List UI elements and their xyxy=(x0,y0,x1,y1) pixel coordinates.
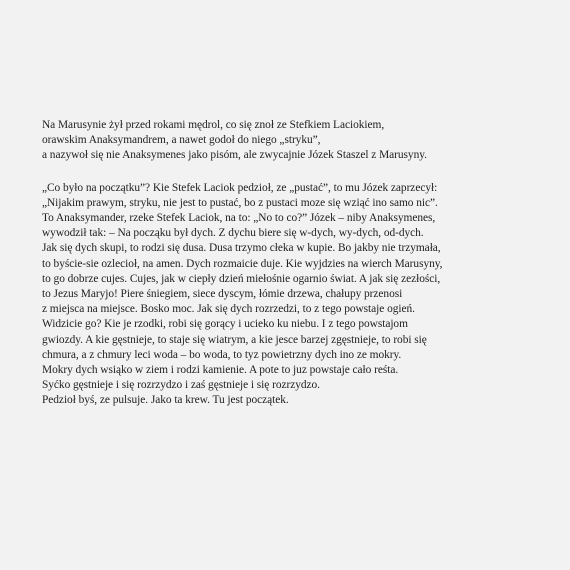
text-line: to go dobrze cujes. Cujes, jak w ciepły dzień miełośnie ogarnio świat. A jak się zezłości, xyxy=(42,272,441,285)
text-line: Mokry dych wsiąko w ziem i rodzi kamienie. A pote to juz powstaje cało reśta. xyxy=(42,364,399,377)
text-line: wywodził tak: – Na począku był dych. Z dychu biere się w-dych, wy-dych, od-dych. xyxy=(42,227,424,240)
text-line: a nazywoł się nie Anaksymenes jako pisóm, ale zwycajnie Józek Staszel z Marusyny. xyxy=(42,149,427,162)
text-line: „Co było na początku”? Kie Stefek Laciok pedzioł, ze „pustać”, to mu Józek zaprzecył: xyxy=(42,181,438,194)
text-line: Syćko gęstnieje i się rozrzydzo i zaś gęstnieje i się rozrzydzo. xyxy=(42,379,320,392)
text-line: to Jezus Maryjo! Piere śniegiem, siece dyscym, łómie drzewa, chałupy przenosi xyxy=(42,288,403,301)
text-line: To Anaksymander, rzeke Stefek Laciok, na to: „No to co?” Józek – niby Anaksymenes, xyxy=(42,212,436,225)
poem-text xyxy=(42,118,542,409)
text-line: Na Marusynie żył przed rokami mędrol, co się znoł ze Stefkiem Laciokiem, xyxy=(42,119,385,131)
text-line: Widzicie go? Kie je rzodki, robi się gorący i ucieko ku niebu. I z tego powstajom xyxy=(42,318,408,331)
text-line: to byście-sie ozlecioł, na amen. Dych rozmaicie duje. Kie wyjdzies na wierch Marusyny, xyxy=(42,257,443,270)
text-line: Pedzioł byś, ze pulsuje. Jako ta krew. Tu jest początek. xyxy=(42,394,289,407)
text-line: z miejsca na miejsce. Bosko moc. Jak się dych rozrzedzi, to z tego powstaje ogień. xyxy=(42,303,415,316)
text-line: Jak się dych skupi, to rodzi się dusa. Dusa trzymo cłeka w kupie. Bo jakby nie trzymała, xyxy=(42,242,441,255)
paragraph-gap xyxy=(42,164,542,181)
text-line: chmura, a z chmury leci woda – bo woda, to tyz powietrzny dych ino ze mokry. xyxy=(42,348,402,361)
text-line: gwiozdy. A kie gęstnieje, to staje się wiatrym, a kie jesce barzej zgęstnieje, to robi się xyxy=(42,333,427,346)
text-line: „Nijakim prawym, stryku, nie jest to pustać, bo z pustaci moze się wziąć ino samo nic”. xyxy=(42,196,438,209)
text-line: orawskim Anaksymandrem, a nawet godoł do niego „stryku”, xyxy=(42,134,321,147)
